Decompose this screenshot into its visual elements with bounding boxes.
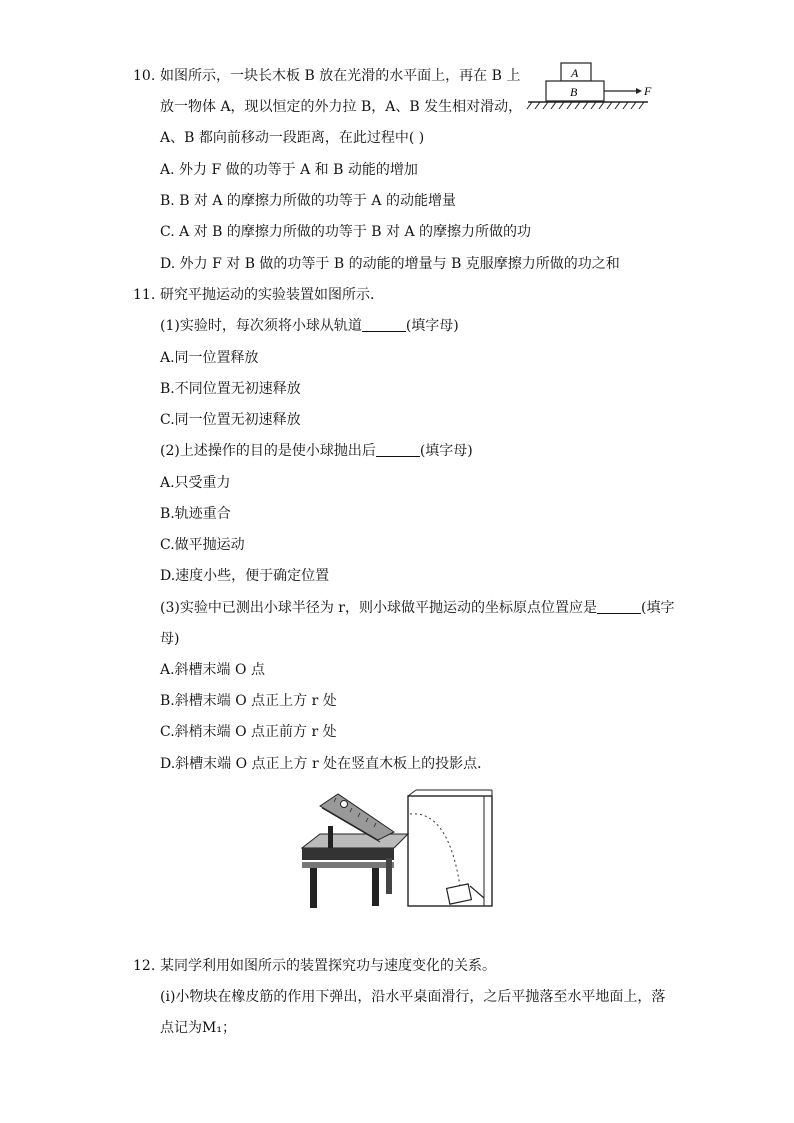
q11-part2-text: (2)上述操作的目的是使小球抛出后 (160, 443, 376, 459)
q11-part2-option-b: B.轨迹重合 (160, 506, 231, 522)
ground-hatching (527, 102, 644, 109)
q11-part2-option-d: D.速度小些，便于确定位置 (160, 568, 330, 584)
q11-part3-tail2: 母) (160, 631, 180, 647)
table-leg (386, 858, 392, 894)
label-b: B (570, 85, 578, 99)
q10-block-figure (518, 58, 658, 120)
answer-blank (362, 317, 406, 332)
q11-part3 (160, 598, 674, 618)
table-leg (310, 868, 317, 908)
q11-part1 (160, 316, 459, 336)
q12-part1-line2: 点记为M₁； (160, 1020, 236, 1036)
q11-number: 11. (133, 287, 156, 303)
q11-part3-tail: (填字 (640, 600, 675, 616)
q10-stem-line3: A、B 都向前移动一段距离，在此过程中( ) (160, 130, 425, 146)
q10-stem-line1: 如图所示，一块长木板 B 放在光滑的水平面上，再在 B 上 (160, 68, 521, 84)
q10-option-c: C. A 对 B 的摩擦力所做的功等于 B 对 A 的摩擦力所做的功 (160, 224, 532, 240)
q12-part1-line1: (i)小物块在橡皮筋的作用下弹出，沿水平桌面滑行，之后平抛落至水平地面上，落 (160, 989, 666, 1005)
q11-part2-tail: (填字母) (419, 443, 473, 459)
answer-blank (597, 599, 641, 614)
label-f: F (644, 84, 652, 98)
q11-part2-option-c: C.做平抛运动 (160, 537, 245, 553)
q10-stem-line2: 放一物体 A，现以恒定的外力拉 B，A、B 发生相对滑动， (160, 99, 523, 115)
q11-part1-option-b: B.不同位置无初速释放 (160, 381, 301, 397)
q11-part1-option-c: C.同一位置无初速释放 (160, 412, 301, 428)
q11-stem: 研究平抛运动的实验装置如图所示． (160, 287, 384, 303)
q11-apparatus-figure (298, 786, 498, 910)
q10-option-d: D. 外力 F 对 B 做的功等于 B 的动能的增量与 B 克服摩擦力所做的功之和 (160, 256, 620, 272)
table-edge (302, 848, 394, 860)
ball (341, 801, 348, 808)
q12-stem: 某同学利用如图所示的装置探究功与速度变化的关系。 (160, 958, 496, 974)
q10-option-b: B. B 对 A 的摩擦力所做的功等于 A 的动能增量 (160, 193, 456, 209)
table-leg (372, 868, 379, 906)
q11-part1-tail: (填字母) (405, 318, 459, 334)
q11-part3-text: (3)实验中已测出小球半径为 r，则小球做平抛运动的坐标原点位置应是 (160, 600, 597, 616)
q10-number: 10. (133, 68, 156, 84)
q11-part2 (160, 441, 473, 461)
q10-option-a: A. 外力 F 做的功等于 A 和 B 动能的增加 (160, 162, 418, 178)
q11-part3-option-d: D.斜槽末端 O 点正上方 r 处在竖直木板上的投影点． (160, 756, 492, 772)
q11-part1-text: (1)实验时，每次须将小球从轨道 (160, 318, 362, 334)
q11-part3-option-c: C.斜梢末端 O 点正前方 r 处 (160, 724, 337, 740)
q11-part3-option-b: B.斜槽末端 O 点正上方 r 处 (160, 693, 337, 709)
q11-part3-option-a: A.斜槽末端 O 点 (160, 662, 265, 678)
q11-part1-option-a: A.同一位置释放 (160, 350, 259, 366)
force-arrowhead (636, 88, 642, 94)
q11-part2-option-a: A.只受重力 (160, 475, 231, 491)
label-a: A (571, 66, 579, 80)
table-top (302, 834, 408, 848)
answer-blank (376, 442, 420, 457)
q12-number: 12. (133, 958, 156, 974)
